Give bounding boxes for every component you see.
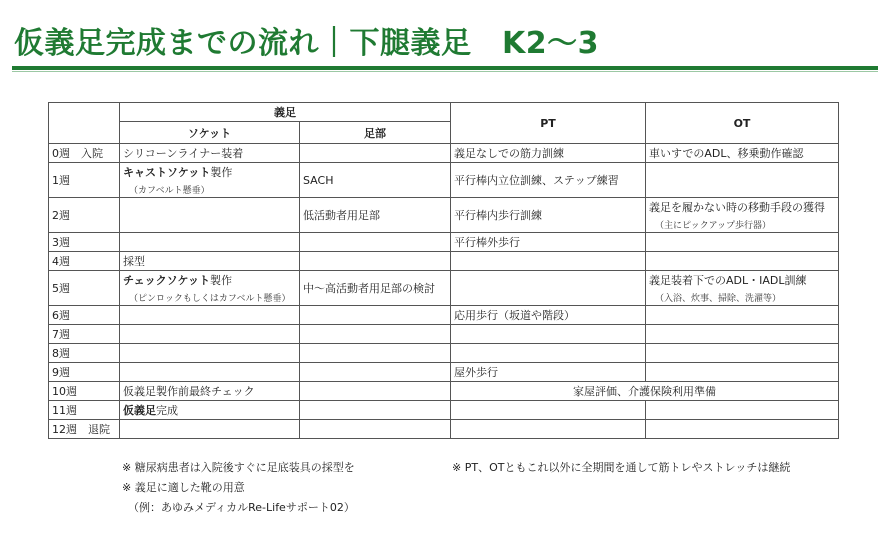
foot-text: 中～高活動者用足部の検討: [303, 282, 435, 295]
socket-cell: [120, 233, 300, 252]
table-row: [49, 271, 839, 306]
header-pt: PT: [451, 103, 646, 144]
week-label: 7週: [52, 328, 70, 341]
foot-cell: [300, 252, 451, 271]
title-underline-thin: [12, 71, 878, 72]
week-label: 0週 入院: [52, 147, 103, 160]
ot-cell: [646, 271, 839, 306]
ot-text: 義足装着下でのADL・IADL訓練: [649, 274, 807, 287]
week-cell: [49, 401, 120, 420]
pt-ot-merged-cell: [451, 382, 839, 401]
ot-cell: [646, 252, 839, 271]
socket-bold-text: キャストソケット: [123, 166, 211, 179]
socket-subtext: （カフベルト懸垂）: [129, 186, 210, 196]
week-label: 2週: [52, 209, 70, 222]
pt-text: 平行棒外歩行: [454, 236, 520, 249]
socket-text: 製作: [210, 166, 233, 179]
pt-text: 屋外歩行: [454, 366, 498, 379]
socket-cell: [120, 344, 300, 363]
foot-cell: [300, 306, 451, 325]
ot-text: 義足を履かない時の移動手段の獲得: [649, 201, 825, 214]
foot-cell: [300, 325, 451, 344]
note-example: （例：あゆみメディカルRe-Lifeサポート02）: [128, 501, 355, 514]
notes-right: [452, 458, 790, 478]
foot-cell: [300, 198, 451, 233]
socket-cell: [120, 401, 300, 420]
pt-cell: [451, 344, 646, 363]
week-cell: [49, 198, 120, 233]
socket-text: 完成: [156, 404, 178, 417]
pt-cell: [451, 306, 646, 325]
foot-text: SACH: [303, 173, 334, 187]
socket-cell: [120, 198, 300, 233]
foot-cell: [300, 144, 451, 163]
ot-cell: [646, 233, 839, 252]
pt-cell: [451, 163, 646, 198]
foot-cell: [300, 271, 451, 306]
table-row: [49, 401, 839, 420]
table-row: [49, 163, 839, 198]
table-row: [49, 233, 839, 252]
pt-cell: [451, 325, 646, 344]
pt-text: 平行棒内歩行訓練: [454, 209, 542, 222]
ot-cell: [646, 344, 839, 363]
week-label: 3週: [52, 236, 70, 249]
ot-cell: [646, 420, 839, 439]
week-cell: [49, 306, 120, 325]
schedule-table: [48, 102, 839, 439]
foot-cell: [300, 401, 451, 420]
socket-cell: [120, 163, 300, 198]
socket-cell: [120, 144, 300, 163]
week-label: 1週: [52, 174, 70, 187]
socket-cell: [120, 271, 300, 306]
week-label: 11週: [52, 404, 77, 417]
pt-cell: [451, 363, 646, 382]
foot-cell: [300, 233, 451, 252]
week-cell: [49, 163, 120, 198]
header-prosthesis: 義足: [120, 103, 451, 122]
foot-cell: [300, 344, 451, 363]
socket-bold-text: チェックソケット: [123, 274, 211, 287]
week-label: 8週: [52, 347, 70, 360]
week-label: 12週 退院: [52, 423, 110, 436]
pt-text: 義足なしでの筋力訓練: [454, 147, 564, 160]
header-week: [49, 103, 120, 144]
ot-cell: [646, 363, 839, 382]
socket-subtext: （ピンロックもしくはカフベルト懸垂）: [129, 294, 291, 304]
week-label: 5週: [52, 282, 70, 295]
week-cell: [49, 420, 120, 439]
header-foot: 足部: [300, 122, 451, 144]
pt-cell: [451, 401, 646, 420]
socket-cell: [120, 325, 300, 344]
week-cell: [49, 233, 120, 252]
week-cell: [49, 382, 120, 401]
socket-text: 採型: [123, 255, 145, 268]
socket-text: 製作: [210, 274, 233, 287]
pt-cell: [451, 271, 646, 306]
foot-cell: [300, 420, 451, 439]
week-label: 4週: [52, 255, 70, 268]
pt-cell: [451, 233, 646, 252]
foot-text: 低活動者用足部: [303, 209, 380, 222]
ot-cell: [646, 198, 839, 233]
table-row: [49, 382, 839, 401]
table-row: [49, 306, 839, 325]
ot-cell: [646, 306, 839, 325]
table-row: [49, 198, 839, 233]
socket-cell: [120, 420, 300, 439]
notes-left: [122, 458, 355, 518]
title-underline: [12, 66, 878, 70]
week-cell: [49, 271, 120, 306]
table-row: [49, 420, 839, 439]
socket-text: 仮義足製作前最終チェック: [123, 385, 255, 398]
note-diabetes: ※ 糖尿病患者は入院後すぐに足底装具の採型を: [122, 461, 355, 474]
week-cell: [49, 363, 120, 382]
pt-cell: [451, 144, 646, 163]
week-cell: [49, 252, 120, 271]
socket-cell: [120, 363, 300, 382]
table-row: [49, 363, 839, 382]
ot-subtext: （入浴、炊事、掃除、洗濯等）: [655, 294, 782, 304]
note-training: ※ PT、OTともこれ以外に全期間を通して筋トレやストレッチは継続: [452, 461, 791, 474]
header-socket: ソケット: [120, 122, 300, 144]
week-label: 9週: [52, 366, 70, 379]
pt-text: 応用歩行（坂道や階段）: [454, 309, 575, 322]
header-ot: OT: [646, 103, 839, 144]
header-row-1: [49, 103, 839, 122]
table-row: [49, 144, 839, 163]
table-row: [49, 252, 839, 271]
ot-subtext: （主にピックアップ歩行器）: [655, 221, 772, 231]
pt-cell: [451, 198, 646, 233]
note-shoes: ※ 義足に適した靴の用意: [122, 481, 245, 494]
foot-cell: [300, 163, 451, 198]
foot-cell: [300, 363, 451, 382]
ot-cell: [646, 325, 839, 344]
week-label: 6週: [52, 309, 70, 322]
ot-cell: [646, 401, 839, 420]
ot-cell: [646, 163, 839, 198]
ot-text: 車いすでのADL、移乗動作確認: [649, 147, 804, 160]
page-title: 仮義足完成までの流れ｜下腿義足 K2～3: [14, 26, 599, 61]
week-cell: [49, 144, 120, 163]
pt-cell: [451, 252, 646, 271]
socket-text: シリコーンライナー装着: [123, 147, 244, 160]
week-cell: [49, 344, 120, 363]
socket-bold-text: 仮義足: [123, 404, 156, 417]
pt-cell: [451, 420, 646, 439]
pt-ot-text: 家屋評価、介護保険利用準備: [573, 385, 716, 398]
foot-cell: [300, 382, 451, 401]
table-row: [49, 325, 839, 344]
table-row: [49, 344, 839, 363]
ot-cell: [646, 144, 839, 163]
socket-cell: [120, 252, 300, 271]
week-cell: [49, 325, 120, 344]
week-label: 10週: [52, 385, 77, 398]
socket-cell: [120, 382, 300, 401]
pt-text: 平行棒内立位訓練、ステップ練習: [454, 174, 619, 187]
socket-cell: [120, 306, 300, 325]
